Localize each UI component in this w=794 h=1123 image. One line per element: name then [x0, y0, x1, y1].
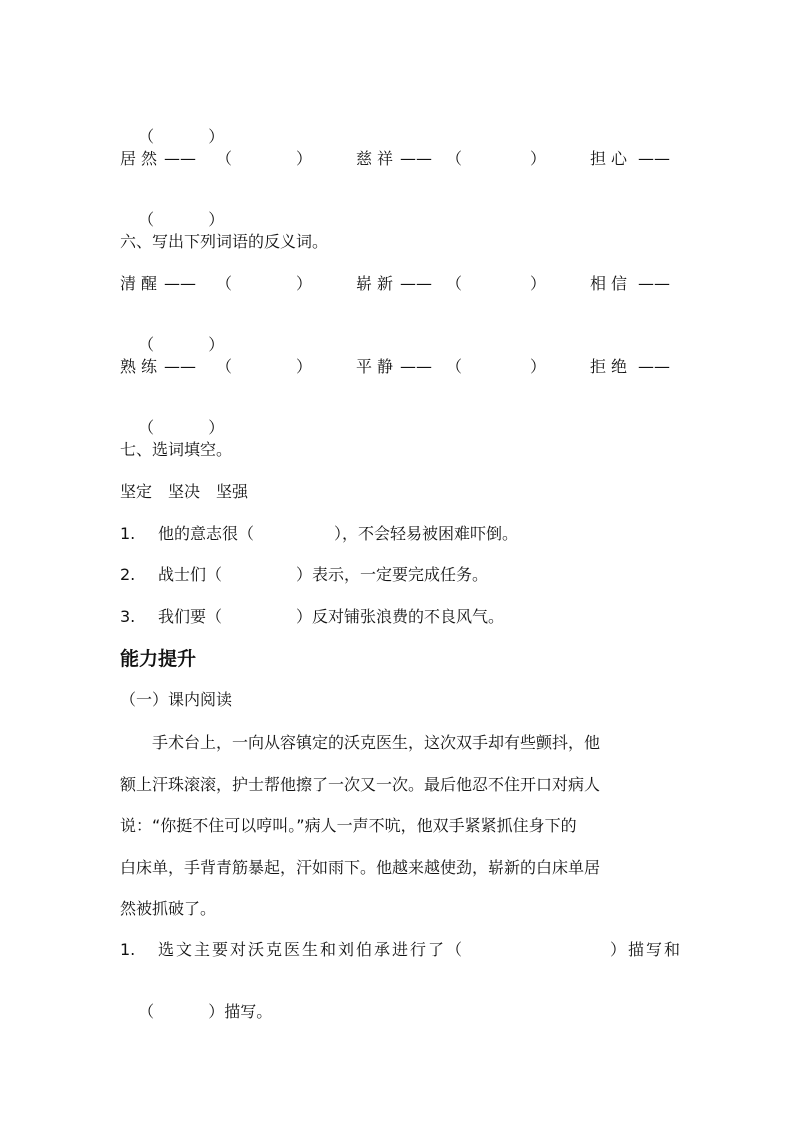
word-juran: 居然 — [120, 149, 163, 168]
paren-open: （ — [138, 127, 155, 146]
word-danxin: 担心 — [590, 149, 633, 168]
ability-heading: 能力提升 — [120, 648, 197, 670]
paren-close: ） — [296, 149, 313, 168]
paren-close: ） — [530, 274, 547, 293]
reading-passage — [120, 722, 680, 930]
blank-parens-2 — [128, 190, 224, 230]
paren-open: （ — [216, 274, 233, 293]
question-end: ）描写。 — [208, 1002, 273, 1021]
paren-close: ） — [208, 418, 225, 437]
passage-line: 白床单，手背青筋暴起，汗如雨下。他越来越使劲，崭新的白床单居 — [120, 857, 601, 877]
dash: —— — [164, 274, 196, 293]
fill-item-1 — [120, 524, 674, 544]
dash: —— — [638, 274, 670, 293]
passage-line: 然被抓破了。 — [120, 899, 217, 918]
item-number: 3. — [120, 607, 136, 626]
item-text-before: 他的意志很（ — [158, 524, 255, 543]
section6-title: 六、写出下列词语的反义词。 — [120, 232, 329, 251]
dash: —— — [164, 149, 196, 168]
question-text: 选文主要对沃克医生和刘伯承进行了（ — [158, 940, 465, 959]
word-jujue: 拒绝 — [590, 357, 633, 376]
paren-close: ） — [208, 127, 225, 146]
passage-line: 手术台上，一向从容镇定的沃克医生，这次双手却有些颤抖，他 — [120, 733, 601, 752]
question-number: 1. — [120, 940, 136, 959]
word-cixiang: 慈祥 — [356, 149, 399, 168]
antonym-row-2 — [120, 357, 674, 377]
paren-open: （ — [446, 274, 463, 293]
word-choices: 坚定 坚决 坚强 — [120, 482, 249, 501]
word-shulian: 熟练 — [120, 357, 163, 376]
question-1-continued — [128, 982, 272, 1022]
question-text-mid: ）描写和 — [610, 940, 683, 959]
dash: —— — [638, 149, 670, 168]
blank-parens-3 — [128, 315, 224, 355]
paren-close: ） — [208, 335, 225, 354]
synonym-row-1 — [120, 149, 674, 169]
fill-item-3 — [120, 607, 674, 627]
fill-item-2 — [120, 565, 674, 585]
paren-open: （ — [446, 357, 463, 376]
paren-open: （ — [446, 149, 463, 168]
item-text-after: ），不会轻易被困难吓倒。 — [334, 524, 519, 543]
antonym-row-1 — [120, 274, 674, 294]
paren-close: ） — [296, 357, 313, 376]
item-number: 1. — [120, 524, 136, 543]
paren-close: ） — [208, 210, 225, 229]
blank-parens-1 — [128, 107, 224, 147]
paren-open: （ — [138, 335, 155, 354]
paren-close: ） — [296, 274, 313, 293]
paren-close: ） — [530, 357, 547, 376]
word-pingjing: 平静 — [356, 357, 399, 376]
paren-open: （ — [216, 149, 233, 168]
reading-subtitle: （一）课内阅读 — [120, 690, 233, 709]
word-xiangxin: 相信 — [590, 274, 633, 293]
item-text-before: 战士们（ — [158, 565, 223, 584]
section7-title: 七、选词填空。 — [120, 440, 233, 459]
item-text-after: ）反对铺张浪费的不良风气。 — [296, 607, 505, 626]
paren-open: （ — [138, 210, 155, 229]
passage-line: 额上汗珠滚滚，护士帮他擦了一次又一次。最后他忍不住开口对病人 — [120, 774, 601, 794]
passage-line: 说：“你挺不住可以哼叫。”病人一声不吭，他双手紧紧抓住身下的 — [120, 816, 577, 835]
dash: —— — [400, 149, 432, 168]
dash: —— — [400, 357, 432, 376]
item-number: 2. — [120, 565, 136, 584]
paren-close: ） — [530, 149, 547, 168]
dash: —— — [638, 357, 670, 376]
word-zhanxin: 崭新 — [356, 274, 399, 293]
blank-parens-4 — [128, 398, 224, 438]
dash: —— — [400, 274, 432, 293]
question-1 — [120, 940, 683, 960]
item-text-before: 我们要（ — [158, 607, 223, 626]
paren-open: （ — [138, 1002, 155, 1021]
paren-open: （ — [216, 357, 233, 376]
item-text-after: ）表示，一定要完成任务。 — [296, 565, 489, 584]
paren-open: （ — [138, 418, 155, 437]
word-qingxing: 清醒 — [120, 274, 163, 293]
dash: —— — [164, 357, 196, 376]
